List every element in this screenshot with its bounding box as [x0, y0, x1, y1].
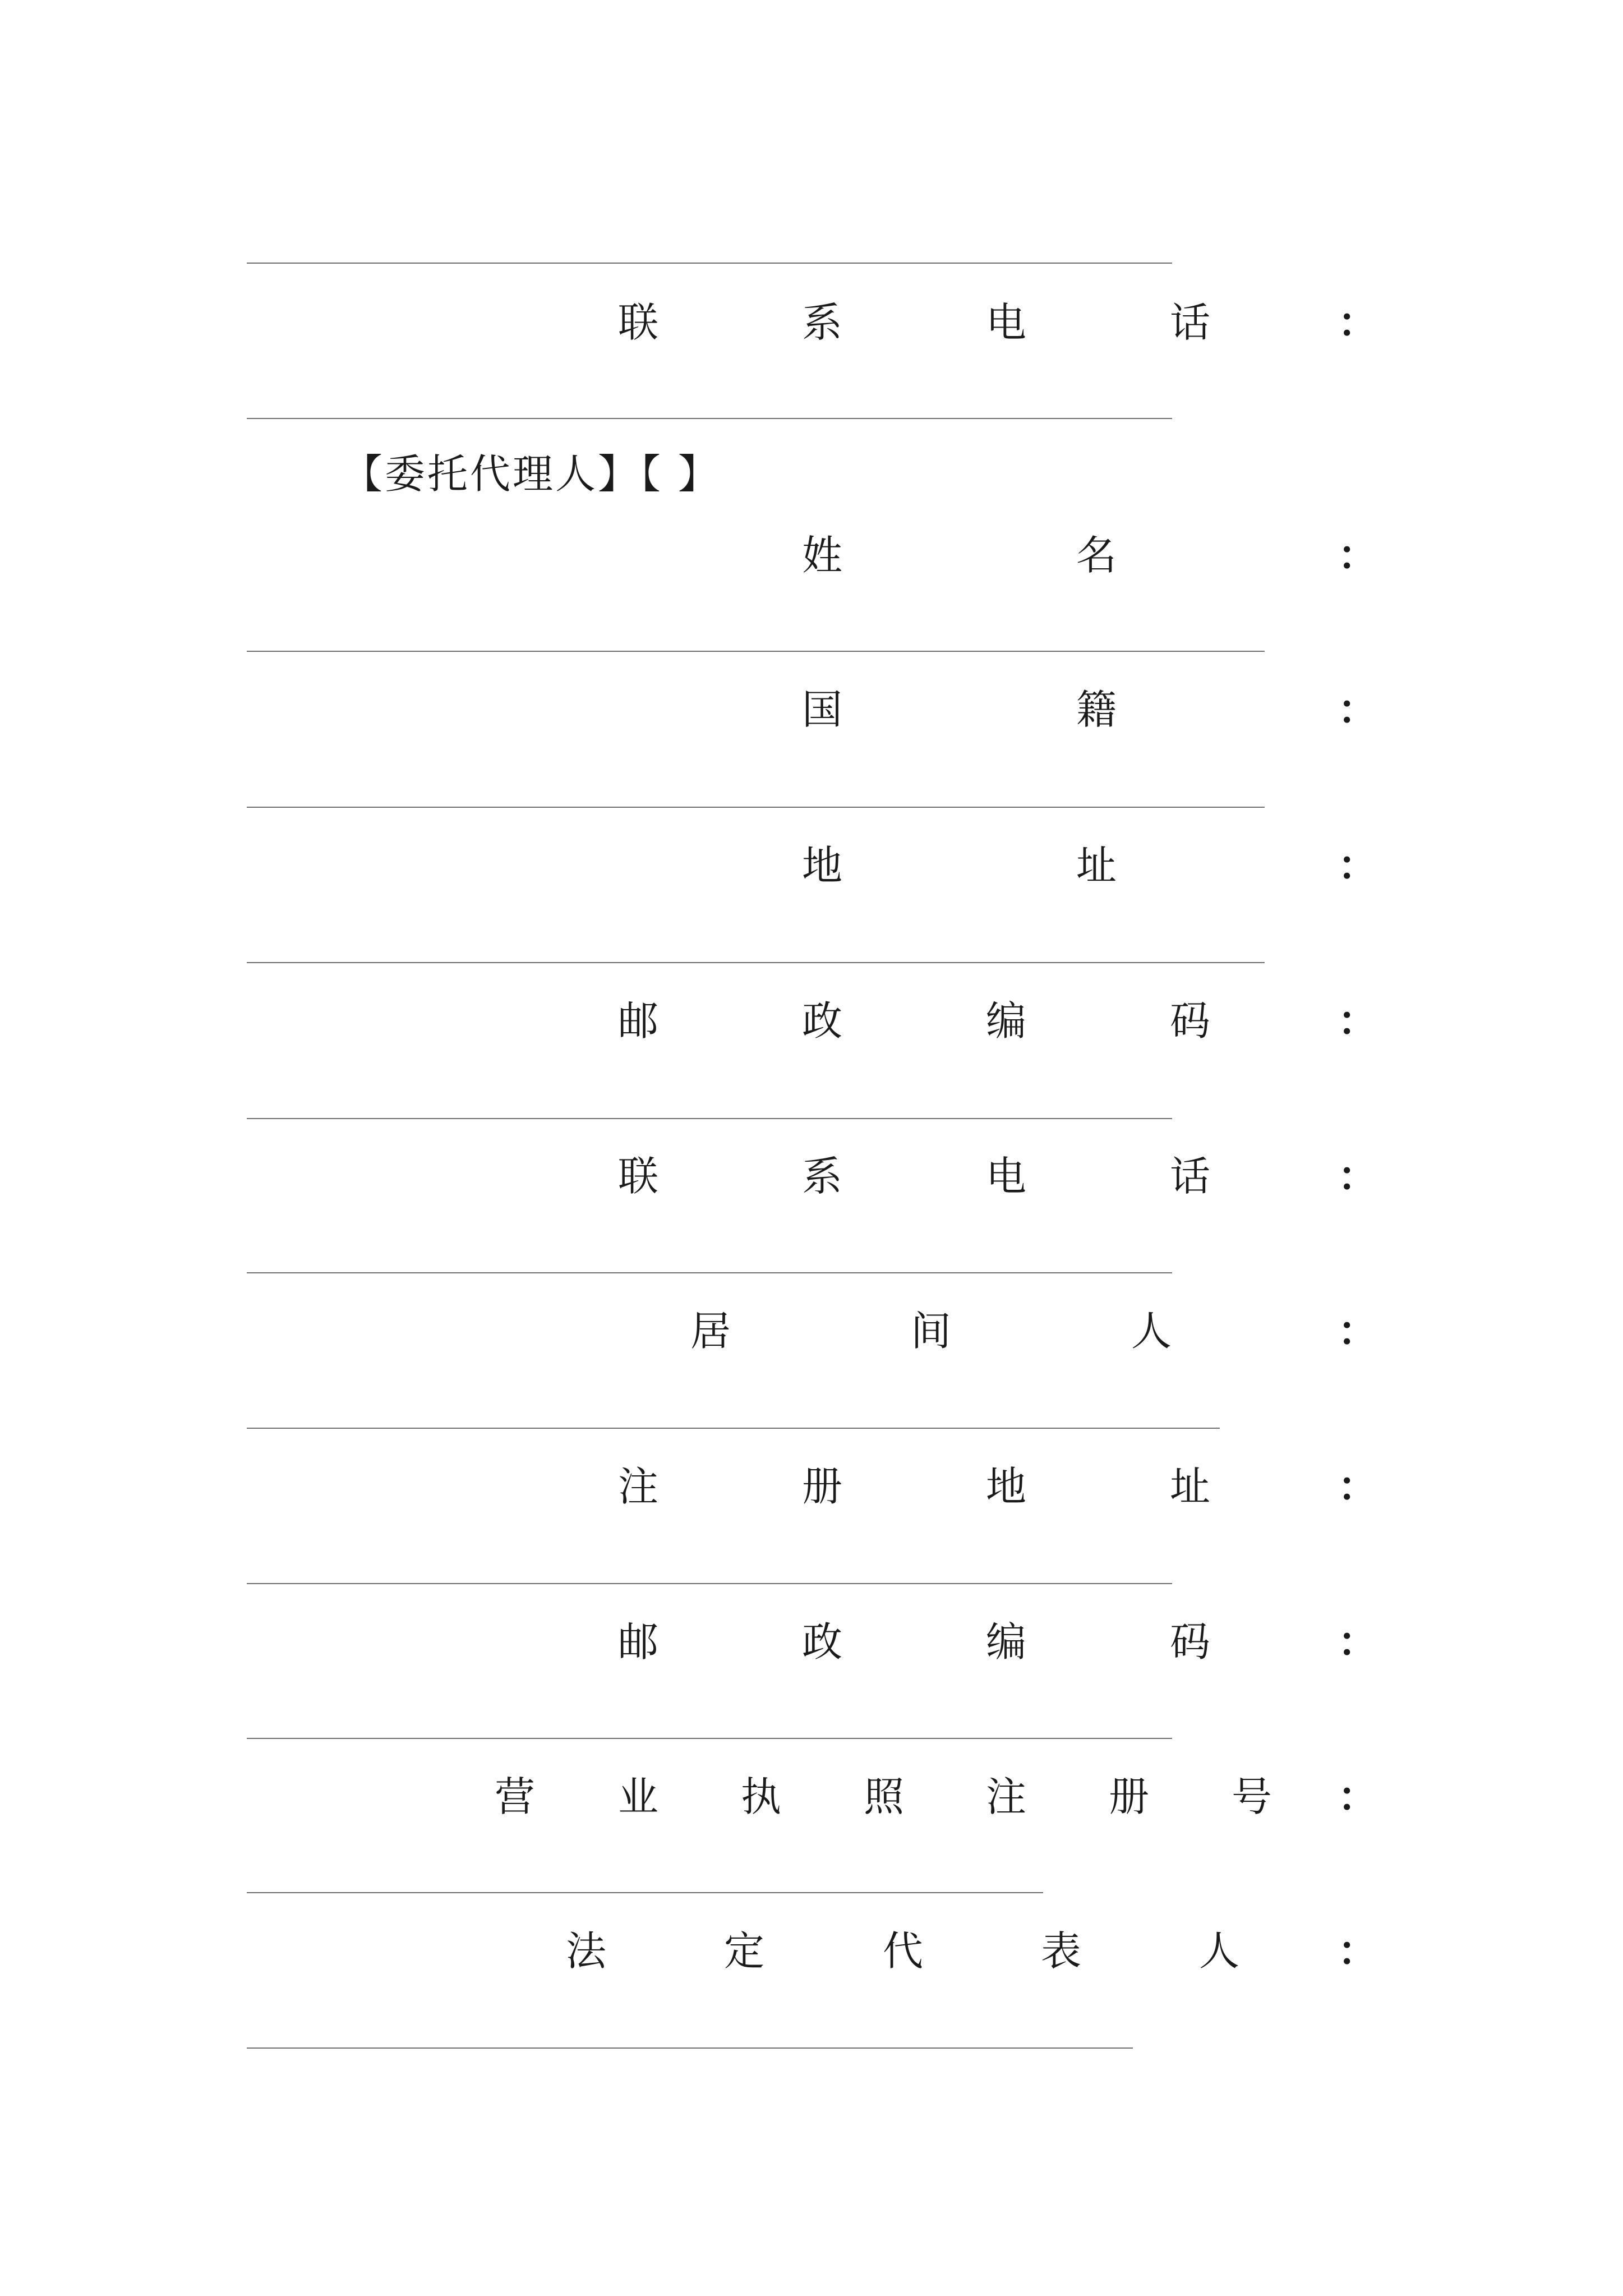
fill-line[interactable]: [247, 1738, 1172, 1739]
label-char: 法: [565, 1927, 606, 1975]
label-char: 人: [1131, 1308, 1172, 1355]
label-char: 执: [740, 1773, 781, 1820]
label-char: 话: [1169, 1153, 1210, 1200]
label-char: 代: [882, 1927, 923, 1975]
label-char: 注: [985, 1773, 1026, 1820]
label-char: 联: [617, 1153, 658, 1200]
field-address: [0, 838, 1623, 899]
field-phone-2: [0, 1148, 1623, 1210]
label-char: 码: [1169, 1618, 1210, 1665]
label-char: 定: [723, 1927, 764, 1975]
fill-line[interactable]: [247, 1272, 1172, 1273]
field-colon: ：: [1338, 1463, 1378, 1510]
fill-line[interactable]: [247, 807, 1265, 808]
field-colon: ：: [1338, 997, 1378, 1045]
field-colon: ：: [1338, 299, 1378, 346]
field-license-no: [0, 1769, 1623, 1830]
field-postcode-1: [0, 993, 1623, 1055]
fill-line[interactable]: [247, 418, 1172, 419]
field-reg-address: [0, 1458, 1623, 1520]
label-char: 址: [1169, 1463, 1210, 1510]
field-phone-1: [0, 295, 1623, 356]
label-char: 册: [801, 1463, 842, 1510]
field-colon: ：: [1338, 532, 1378, 579]
label-char: 地: [801, 842, 842, 889]
fill-line[interactable]: [247, 1428, 1220, 1429]
fill-line[interactable]: [247, 1892, 1043, 1893]
label-char: 邮: [617, 997, 658, 1045]
field-nationality: [0, 682, 1623, 743]
label-char: 营: [494, 1773, 535, 1820]
field-colon: ：: [1338, 1308, 1378, 1355]
label-char: 名: [1076, 532, 1117, 579]
label-char: 表: [1040, 1927, 1081, 1975]
section-heading-agent: 【委托代理人】【 】: [342, 450, 721, 498]
fill-line[interactable]: [247, 1583, 1172, 1584]
label-char: 编: [985, 1618, 1026, 1665]
field-colon: ：: [1338, 1927, 1378, 1975]
label-char: 电: [985, 299, 1026, 346]
label-char: 册: [1108, 1773, 1149, 1820]
fill-line[interactable]: [247, 2047, 1133, 2049]
label-char: 地: [985, 1463, 1026, 1510]
fill-line[interactable]: [247, 651, 1265, 652]
field-colon: ：: [1338, 842, 1378, 889]
label-char: 系: [801, 1153, 842, 1200]
label-char: 政: [801, 1618, 842, 1665]
field-colon: ：: [1338, 686, 1378, 733]
label-char: 籍: [1076, 686, 1117, 733]
label-char: 姓: [801, 532, 842, 579]
label-char: 码: [1169, 997, 1210, 1045]
fill-line[interactable]: [247, 1118, 1172, 1119]
label-char: 人: [1198, 1927, 1239, 1975]
field-postcode-2: [0, 1614, 1623, 1676]
field-colon: ：: [1338, 1618, 1378, 1665]
label-char: 居: [690, 1308, 731, 1355]
label-char: 号: [1231, 1773, 1272, 1820]
label-char: 注: [617, 1463, 658, 1510]
field-colon: ：: [1338, 1153, 1378, 1200]
field-intermediary: [0, 1303, 1623, 1365]
label-char: 间: [910, 1308, 951, 1355]
label-char: 照: [863, 1773, 904, 1820]
fill-line[interactable]: [247, 962, 1265, 963]
label-char: 联: [617, 299, 658, 346]
label-char: 话: [1169, 299, 1210, 346]
label-char: 政: [801, 997, 842, 1045]
fill-line: [247, 263, 1172, 264]
label-char: 编: [985, 997, 1026, 1045]
label-char: 国: [801, 686, 842, 733]
label-char: 系: [801, 299, 842, 346]
label-char: 业: [617, 1773, 658, 1820]
label-char: 电: [985, 1153, 1026, 1200]
label-char: 址: [1076, 842, 1117, 889]
field-legal-rep: [0, 1923, 1623, 1985]
field-name: [0, 527, 1623, 589]
field-colon: ：: [1338, 1773, 1378, 1820]
label-char: 邮: [617, 1618, 658, 1665]
